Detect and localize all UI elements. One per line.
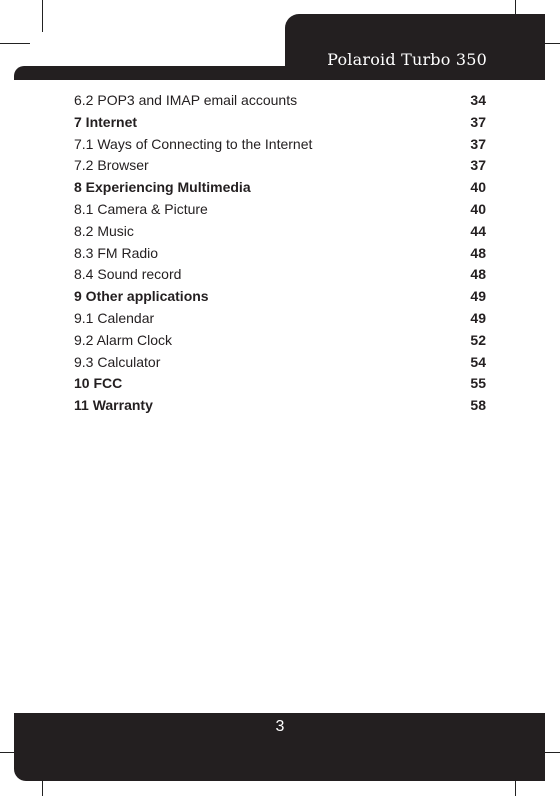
toc-entry-page: 54 xyxy=(470,353,486,370)
toc-entry-page: 48 xyxy=(470,244,486,261)
toc-entry[interactable] xyxy=(74,373,486,395)
crop-mark-top-left-v xyxy=(42,0,43,32)
toc-entry-label: 8.4 Sound record xyxy=(74,266,182,283)
toc-entry-label: 7 Internet xyxy=(74,113,138,130)
toc-entry-page: 49 xyxy=(470,288,486,305)
toc-entry-label: 10 FCC xyxy=(74,375,123,392)
toc-entry[interactable] xyxy=(74,155,486,177)
toc-entry[interactable] xyxy=(74,112,486,134)
toc-entry-label: 8.3 FM Radio xyxy=(74,244,159,261)
toc-entry[interactable] xyxy=(74,243,486,265)
toc-entry[interactable] xyxy=(74,330,486,352)
toc-entry-page: 48 xyxy=(470,266,486,283)
toc-entry[interactable] xyxy=(74,177,486,199)
toc-entry[interactable] xyxy=(74,308,486,330)
toc-entry-label: 8.1 Camera & Picture xyxy=(74,200,208,217)
toc-entry-label: 7.1 Ways of Connecting to the Internet xyxy=(74,135,313,152)
toc-entry-page: 58 xyxy=(470,397,486,414)
toc-entry-label: 8 Experiencing Multimedia xyxy=(74,179,251,196)
crop-mark-top-left-h xyxy=(0,43,30,44)
toc-entry-page: 40 xyxy=(470,179,486,196)
toc-entry-label: 11 Warranty xyxy=(74,397,153,414)
toc-entry-page: 40 xyxy=(470,200,486,217)
toc-entry-label: 6.2 POP3 and IMAP email accounts xyxy=(74,92,298,108)
toc-entry-label: 9.2 Alarm Clock xyxy=(74,331,173,348)
toc-entry-page: 34 xyxy=(470,92,486,108)
toc-entry[interactable] xyxy=(74,221,486,243)
toc-entry-page: 52 xyxy=(470,331,486,348)
toc-entry[interactable] xyxy=(74,90,486,112)
header-title: Polaroid Turbo 350 xyxy=(327,50,487,69)
toc-entry-label: 8.2 Music xyxy=(74,222,134,239)
toc-entry[interactable] xyxy=(74,286,486,308)
toc-entry-page: 37 xyxy=(470,135,486,152)
toc-entry-page: 55 xyxy=(470,375,486,392)
toc-entry-page: 37 xyxy=(470,113,486,130)
table-of-contents xyxy=(74,90,486,417)
toc-entry-label: 9.3 Calculator xyxy=(74,353,161,370)
header-tab xyxy=(285,14,545,80)
toc-entry[interactable] xyxy=(74,352,486,374)
toc-entry[interactable] xyxy=(74,395,486,417)
toc-entry[interactable] xyxy=(74,134,486,156)
toc-entry-label: 9.1 Calendar xyxy=(74,309,155,326)
toc-entry-page: 49 xyxy=(470,309,486,326)
page-number: 3 xyxy=(275,718,285,735)
toc-entry-label: 9 Other applications xyxy=(74,288,209,305)
toc-entry-page: 37 xyxy=(470,157,486,174)
toc-entry-page: 44 xyxy=(470,222,486,239)
toc-entry[interactable] xyxy=(74,199,486,221)
toc-entry-label: 7.2 Browser xyxy=(74,157,149,174)
toc-entry[interactable] xyxy=(74,264,486,286)
